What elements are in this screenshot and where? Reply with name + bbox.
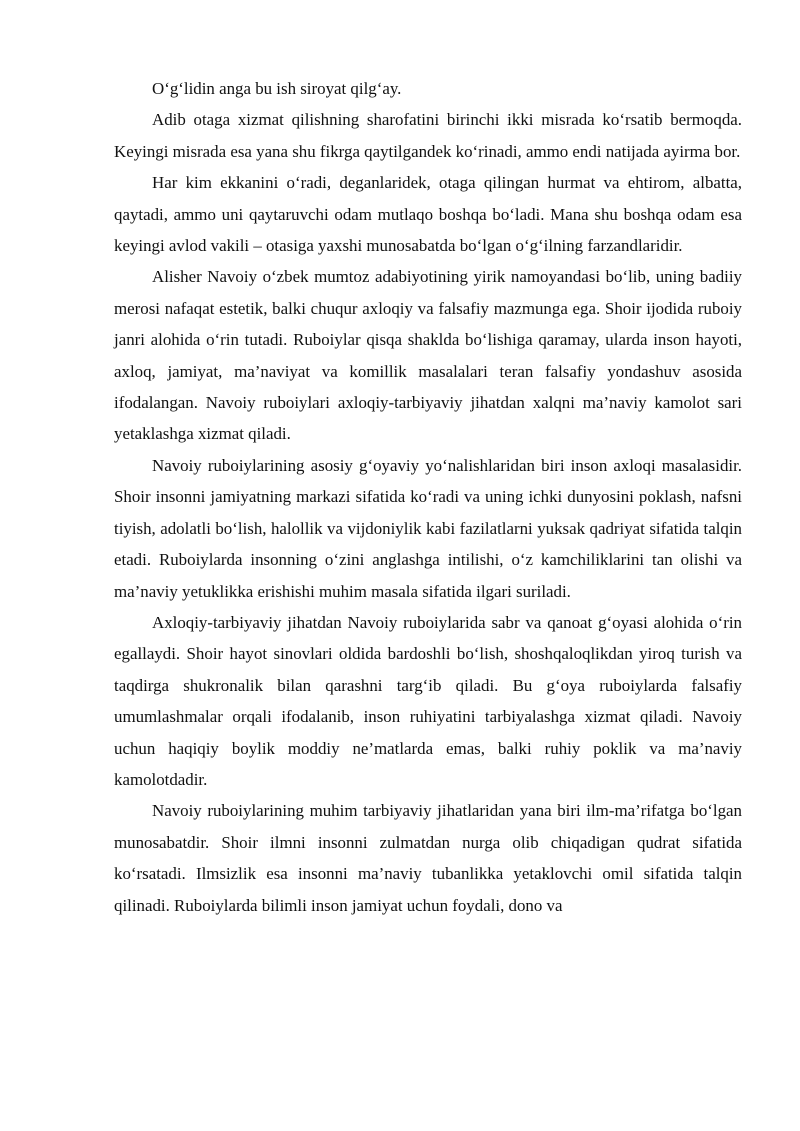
paragraph-4: Navoiy ruboiylarining asosiy g‘oyaviy yo‘nalishlaridan biri inson axloqi masalasidir. Shoir insonni jamiyatning markazi sifatida ko‘radi va uning ichki dunyosini poklash, nafsni tiyish, adolatli bo‘lish, halollik va vijdoniylik kabi fazilatlarni yuksak qadriyat sifatida talqin etadi. Ruboiylarda insonning o‘zini anglashga intilishi, o‘z kamchiliklarini tan olishi va ma’naviy yetuklikka erishishi muhim masala sifatida ilgari suriladi. (114, 455, 742, 601)
paragraph-1: Adib otaga xizmat qilishning sharofatini birinchi ikki misrada ko‘rsatib bermoqda. Keyingi misrada esa yana shu fikrga qaytilgandek ko‘rinadi, ammo endi natijada ayirma bor. (114, 110, 742, 161)
paragraph-2: Har kim ekkanini o‘radi, deganlaridek, otaga qilingan hurmat va ehtirom, albatta, qaytadi, ammo uni qaytaruvchi odam mutlaqo boshqa bo‘ladi. Mana shu boshqa odam esa keyingi avlod vakili – otasiga yaxshi munosabatda bo‘lgan o‘g‘ilning farzandlaridir. (114, 173, 742, 256)
paragraph-5: Axloqiy-tarbiyaviy jihatdan Navoiy ruboiylarida sabr va qanoat g‘oyasi alohida o‘rin egallaydi. Shoir hayot sinovlari oldida bardoshli bo‘lish, shoshqaloqlikdan yiroq turish va taqdirga shukronalik bilan qarashni targ‘ib qiladi. Bu g‘oya ruboiylarda falsafiy umumlashmalar orqali ifodalanib, inson ruhiyatini tarbiyalashga xizmat qiladi. Navoiy uchun haqiqiy boylik moddiy ne’matlarda emas, balki ruhiy poklik va ma’naviy kamolotdadir. (114, 612, 742, 789)
paragraph-3: Alisher Navoiy o‘zbek mumtoz adabiyotining yirik namoyandasi bo‘lib, uning badiiy merosi nafaqat estetik, balki chuqur axloqiy va falsafiy mazmunga ega. Shoir ijodida ruboiy janri alohida o‘rin tutadi. Ruboiylar qisqa shaklda bo‘lishiga qaramay, ularda inson hayoti, axloq, jamiyat, ma’naviyat va komillik masalalari teran falsafiy yondashuv asosida ifodalangan. Navoiy ruboiylari axloqiy-tarbiyaviy jihatdan xalqni ma’naviy kamolot sari yetaklashga xizmat qiladi. (114, 267, 742, 444)
paragraph-6: Navoiy ruboiylarining muhim tarbiyaviy jihatlaridan yana biri ilm-ma’rifatga bo‘lgan munosabatdir. Shoir ilmni insonni zulmatdan nurga olib chiqadigan qudrat sifatida ko‘rsatadi. Ilmsizlik esa insonni ma’naviy tubanlikka yetaklovchi omil sifatida talqin qilinadi. Ruboiylarda bilimli inson jamiyat uchun foydali, dono va (114, 801, 742, 915)
verse-line: O‘g‘lidin anga bu ish siroyat qilg‘ay. (152, 79, 402, 98)
document-body (114, 73, 742, 921)
